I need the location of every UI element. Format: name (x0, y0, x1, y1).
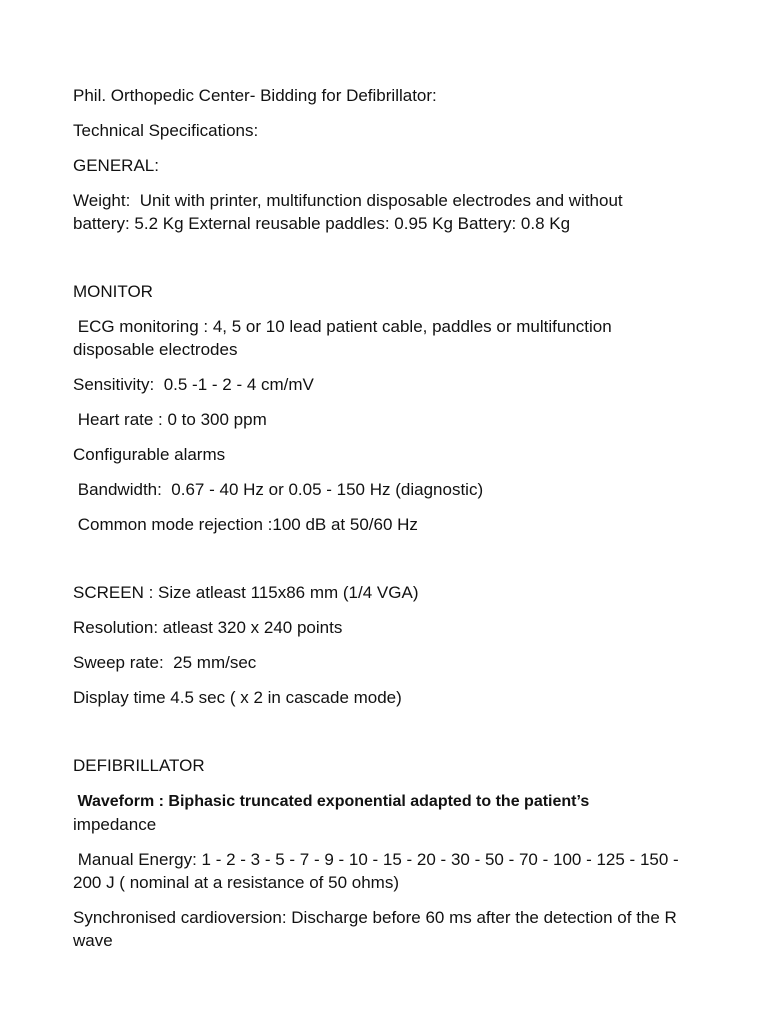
defibrillator-heading: DEFIBRILLATOR (73, 756, 205, 775)
monitor-heart-rate: Heart rate : 0 to 300 ppm (73, 410, 267, 429)
document-subtitle: Technical Specifications: (73, 121, 259, 140)
screen-size: SCREEN : Size atleast 115x86 mm (1/4 VGA) (73, 583, 419, 602)
general-heading: GENERAL: (73, 156, 159, 175)
section-spacer (73, 721, 683, 754)
document-title: Phil. Orthopedic Center- Bidding for Defibrillator: (73, 86, 437, 105)
defibrillator-sync-cardioversion: Synchronised cardioversion: Discharge before 60 ms after the detection of the R wave (73, 908, 682, 950)
monitor-ecg: ECG monitoring : 4, 5 or 10 lead patient cable, paddles or multifunction disposable electrodes (73, 317, 617, 359)
screen-resolution: Resolution: atleast 320 x 240 points (73, 618, 343, 637)
section-spacer (73, 548, 683, 581)
defibrillator-waveform (73, 789, 683, 836)
general-weight: Weight: Unit with printer, multifunction disposable electrodes and without battery: 5.2 Kg External reusable paddles: 0.95 Kg Battery: 0.8 Kg (73, 191, 628, 233)
section-spacer (73, 247, 683, 280)
screen-display-time: Display time 4.5 sec ( x 2 in cascade mode) (73, 688, 402, 707)
waveform-rest-text: impedance (73, 815, 157, 834)
monitor-heading: MONITOR (73, 282, 153, 301)
defibrillator-manual-energy: Manual Energy: 1 - 2 - 3 - 5 - 7 - 9 - 10 - 15 - 20 - 30 - 50 - 70 - 100 - 125 - 150 - 200 J ( nominal at a resistance of 50 ohms) (73, 850, 684, 892)
monitor-bandwidth: Bandwidth: 0.67 - 40 Hz or 0.05 - 150 Hz (diagnostic) (73, 480, 484, 499)
screen-sweep-rate: Sweep rate: 25 mm/sec (73, 653, 257, 672)
monitor-alarms: Configurable alarms (73, 445, 226, 464)
waveform-bold-text: Waveform : Biphasic truncated exponential adapted to the patient’s (73, 793, 590, 810)
monitor-cmr: Common mode rejection :100 dB at 50/60 Hz (73, 515, 418, 534)
monitor-sensitivity: Sensitivity: 0.5 -1 - 2 - 4 cm/mV (73, 375, 314, 394)
document-page (73, 84, 683, 964)
